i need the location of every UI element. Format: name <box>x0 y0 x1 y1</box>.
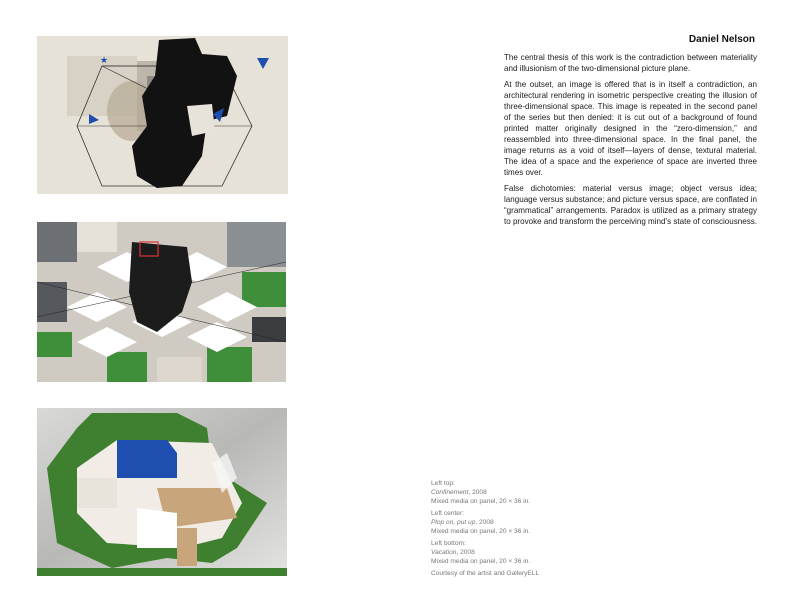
caption-position: Left bottom: <box>431 540 466 547</box>
caption-medium: Mixed media on panel, 20 × 36 in. <box>431 498 531 505</box>
caption-title: Confinement <box>431 489 469 496</box>
caption-left-top <box>431 479 631 506</box>
author-name: Daniel Nelson <box>688 34 755 45</box>
caption-year: 2008 <box>472 489 487 496</box>
statement-paragraph: False dichotomies: material versus image; object versus idea; language versus substance; and picture versus space, are conflated in “grammatical” arrangements. Paradox is utilized as a primary strategy to provoke and transform the perceiving mind’s state of consciousness. <box>504 184 758 226</box>
caption-title-line: Confinement, 2008 <box>431 489 487 496</box>
caption-title-line: Plop on, put up, 2008 <box>431 519 494 526</box>
image-captions <box>431 479 631 578</box>
caption-position: Left top: <box>431 480 455 487</box>
caption-left-bottom <box>431 539 631 566</box>
caption-year: 2008 <box>460 549 475 556</box>
artwork-plop-on-put-up-image <box>37 222 286 382</box>
artwork-vacation-image <box>37 408 287 576</box>
artwork-confinement-image <box>37 36 288 194</box>
statement-paragraph: The central thesis of this work is the contradiction between materiality and illusionism of the two-dimensional picture plane. <box>504 53 757 73</box>
caption-title: Vacation <box>431 549 457 556</box>
statement-paragraph: At the outset, an image is offered that is in itself a contradiction, an architectural rendering in isometric perspective creating the illusion of three-dimensional space. This image is repeated in the second panel of the series but then denied: it is cut out of a background of found printed matter originally designed in the “zero-dimension,” and reassembled into three-dimensional space. In the final panel, the image returns as a void of itself—layers of dense, textural material. The idea of a space and the experience of space are inverted three times over. <box>504 80 757 177</box>
artist-statement <box>504 52 757 232</box>
caption-title: Plop on, put up <box>431 519 476 526</box>
caption-year: 2008 <box>479 519 494 526</box>
caption-left-center <box>431 509 631 536</box>
caption-title-line: Vacation, 2008 <box>431 549 475 556</box>
caption-medium: Mixed media on panel, 20 × 36 in. <box>431 558 531 565</box>
caption-medium: Mixed media on panel, 20 × 36 in. <box>431 528 531 535</box>
caption-credit: Courtesy of the artist and GalleryELL <box>431 570 540 577</box>
svg-text:★: ★ <box>100 55 109 65</box>
caption-position: Left center: <box>431 510 464 517</box>
